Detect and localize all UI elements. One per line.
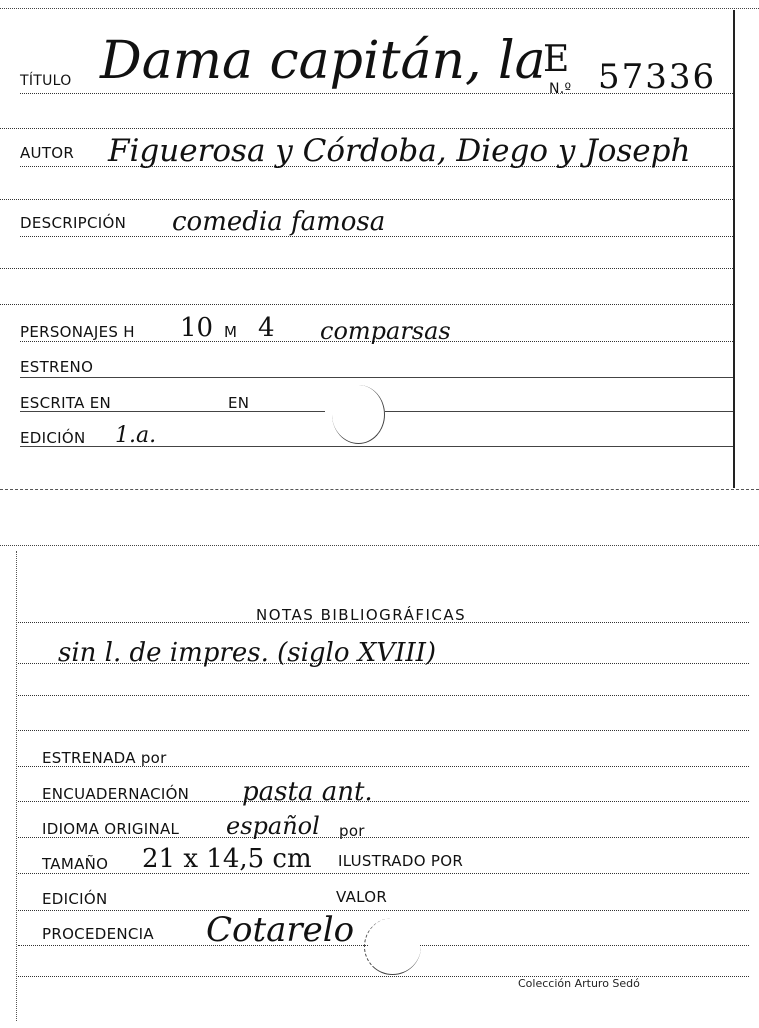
ruled-line [420, 945, 749, 946]
ruled-line [0, 304, 733, 305]
encuadernacion-label: ENCUADERNACIÓN [42, 785, 190, 803]
titulo-label: TÍTULO [20, 73, 72, 89]
ruled-line [20, 377, 733, 378]
edicion-label-back: EDICIÓN [42, 890, 108, 908]
autor-label: AUTOR [20, 144, 75, 162]
idioma-por-label: por [339, 822, 365, 840]
card-left-edge [16, 551, 17, 1021]
personajes-h-value: 10 [180, 313, 214, 343]
personajes-m-value: 4 [258, 313, 275, 343]
ruled-line [0, 268, 733, 269]
ruled-line [0, 199, 733, 200]
notas-title: NOTAS BIBLIOGRÁFICAS [256, 606, 467, 624]
personajes-label: PERSONAJES H [20, 323, 135, 341]
personajes-extra: comparsas [320, 317, 451, 345]
procedencia-value: Cotarelo [206, 910, 355, 950]
procedencia-label: PROCEDENCIA [42, 925, 154, 943]
estreno-label: ESTRENO [20, 358, 94, 376]
edicion-label: EDICIÓN [20, 429, 86, 447]
stamp-circle [364, 918, 421, 975]
numero-label: N.º [549, 81, 572, 97]
back-catalog-card [0, 545, 759, 1028]
card-bottom-edge [0, 489, 759, 490]
descripcion-label: DESCRIPCIÓN [20, 214, 127, 232]
front-catalog-card [0, 0, 759, 492]
idioma-label: IDIOMA ORIGINAL [42, 820, 180, 838]
ruled-line [18, 730, 749, 731]
edicion-value: 1.a. [115, 423, 157, 448]
autor-value: Figuerosa y Córdoba, Diego y Joseph [108, 133, 691, 169]
tamano-label: TAMAÑO [42, 855, 109, 873]
card-right-edge [733, 10, 735, 488]
ilustrado-label: ILUSTRADO POR [338, 852, 464, 870]
ruled-line [18, 622, 749, 623]
en-label: EN [228, 394, 250, 412]
ruled-line [18, 695, 749, 696]
idioma-value: español [226, 812, 320, 840]
card-top-edge [0, 8, 759, 9]
escrita-en-label: ESCRITA EN [20, 394, 112, 412]
encuadernacion-value: pasta ant. [242, 777, 373, 807]
coleccion-credit: Colección Arturo Sedó [518, 977, 640, 990]
ruled-line [18, 910, 749, 911]
numero-value: 57336 [598, 57, 717, 97]
ruled-line [0, 128, 733, 129]
notas-value: sin l. de impres. (siglo XVIII) [58, 638, 437, 668]
titulo-value: Dama capitán, la [100, 31, 546, 91]
registry-mark: E [543, 39, 570, 80]
card-top-edge [0, 545, 759, 546]
personajes-m-label: M [224, 323, 238, 341]
stamp-circle [332, 385, 385, 444]
descripcion-value: comedia famosa [172, 207, 386, 237]
estrenada-label: ESTRENADA por [42, 749, 167, 767]
valor-label: VALOR [336, 888, 388, 906]
tamano-value: 21 x 14,5 cm [142, 844, 312, 874]
ruled-line [18, 873, 749, 874]
ruled-line [385, 411, 733, 412]
